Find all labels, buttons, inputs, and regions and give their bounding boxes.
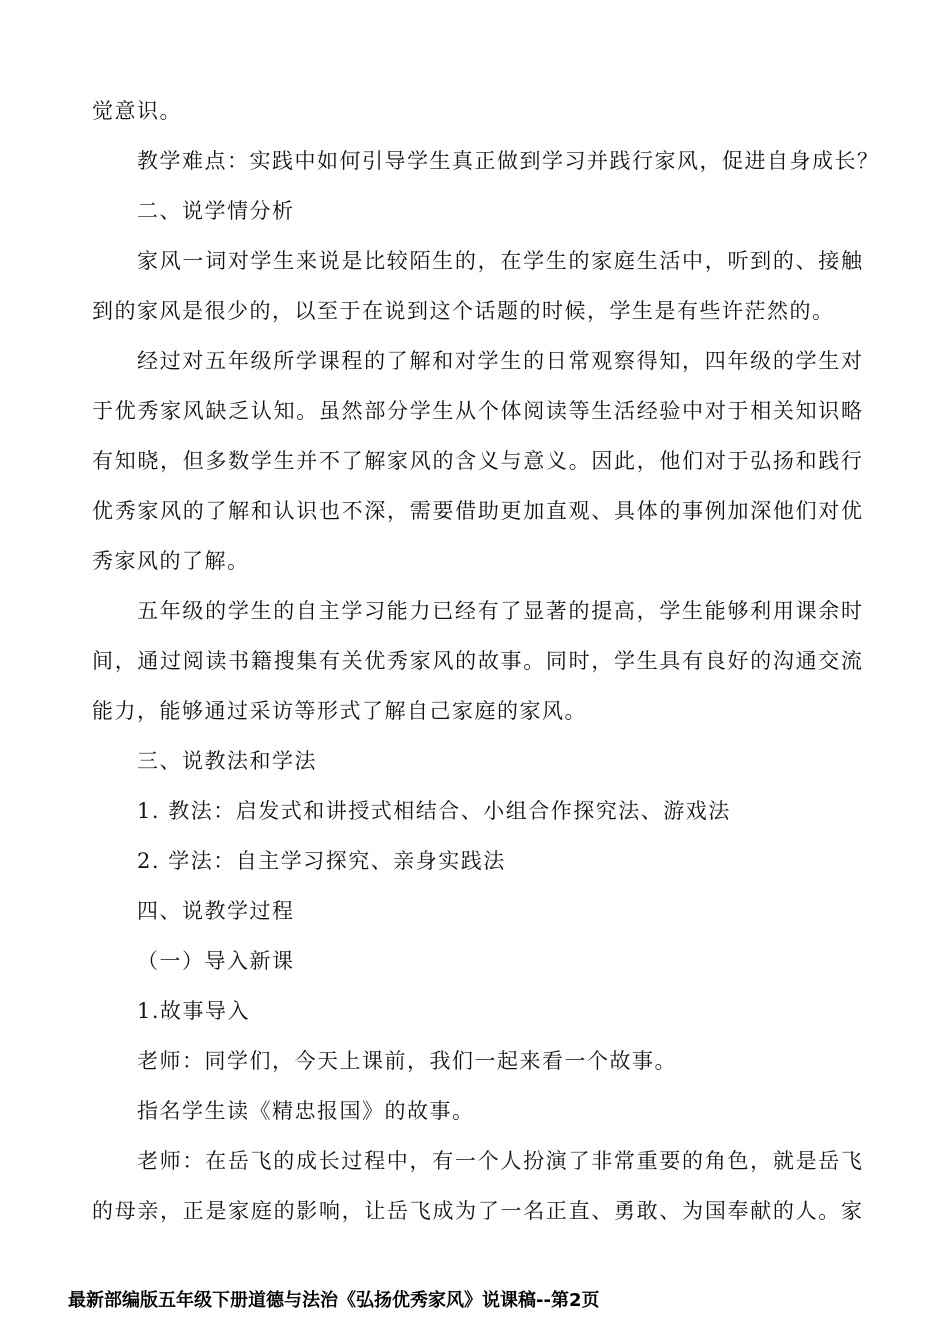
text-line: 经过对五年级所学课程的了解和对学生的日常观察得知，四年级的学生对 [137,349,862,373]
text-line: 觉意识。 [92,99,182,123]
subsection-heading: （一）导入新课 [137,949,295,973]
subsection-heading: 1.故事导入 [137,999,251,1023]
text-line: 到的家风是很少的，以至于在说到这个话题的时候，学生是有些许茫然的。 [92,299,835,323]
list-item: 2. 学法：自主学习探究、亲身实践法 [137,849,506,873]
section-heading: 二、说学情分析 [137,199,295,223]
text-line: 的母亲，正是家庭的影响，让岳飞成为了一名正直、勇敢、为国奉献的人。家 [92,1199,862,1223]
text-line: 优秀家风的了解和认识也不深，需要借助更加直观、具体的事例加深他们对优 [92,499,862,523]
page-footer: 最新部编版五年级下册道德与法治《弘扬优秀家风》说课稿--第2页 [68,1290,600,1311]
text-line: 指名学生读《精忠报国》的故事。 [137,1099,475,1123]
text-line: 老师：在岳飞的成长过程中，有一个人扮演了非常重要的角色，就是岳飞 [137,1149,862,1173]
text-line: 秀家风的了解。 [92,549,250,573]
text-line: 教学难点：实践中如何引导学生真正做到学习并践行家风，促进自身成长？ [137,149,880,173]
section-heading: 三、说教法和学法 [137,749,317,773]
text-line: 家风一词对学生来说是比较陌生的，在学生的家庭生活中，听到的、接触 [137,249,862,273]
text-line: 间，通过阅读书籍搜集有关优秀家风的故事。同时，学生具有良好的沟通交流 [92,649,862,673]
text-line: 五年级的学生的自主学习能力已经有了显著的提高，学生能够利用课余时 [137,599,862,623]
text-line: 于优秀家风缺乏认知。虽然部分学生从个体阅读等生活经验中对于相关知识略 [92,399,862,423]
list-item: 1. 教法：启发式和讲授式相结合、小组合作探究法、游戏法 [137,799,731,823]
text-line: 老师：同学们，今天上课前，我们一起来看一个故事。 [137,1049,677,1073]
text-line: 能力，能够通过采访等形式了解自己家庭的家风。 [92,699,587,723]
section-heading: 四、说教学过程 [137,899,295,923]
text-line: 有知晓，但多数学生并不了解家风的含义与意义。因此，他们对于弘扬和践行 [92,449,862,473]
